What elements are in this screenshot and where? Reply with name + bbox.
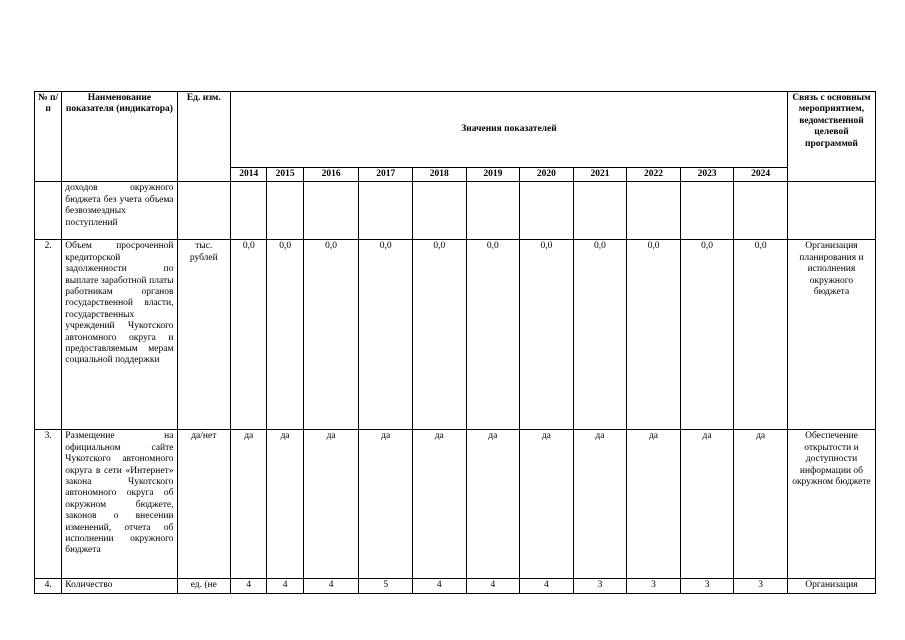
year-header: 2020	[520, 168, 574, 182]
row-value: да	[520, 430, 574, 579]
row-name: Объем просроченной кредиторской задолженности по выплате заработной платы работникам органов государственной власти, государственных учреждений Чукотского автономного округа и предоставляемым мерам социальной поддержки	[62, 240, 177, 430]
year-header: 2014	[231, 168, 267, 182]
year-header: 2017	[359, 168, 413, 182]
row-value: да	[231, 430, 267, 579]
year-header: 2015	[267, 168, 303, 182]
header-name: Наименование показателя (индикатора)	[62, 92, 177, 182]
row-unit: ед. (не	[177, 579, 231, 593]
row-value	[680, 182, 734, 240]
row-value: да	[267, 430, 303, 579]
row-num: 4.	[35, 579, 62, 593]
row-value: 0,0	[359, 240, 413, 430]
row-value: 0,0	[412, 240, 466, 430]
row-value: 3	[680, 579, 734, 593]
row-name: Размещение на официальном сайте Чукотского автономного округа в сети «Интернет» закона Чукотского автономного округа об окружном бюджете, законов о внесении изменений, отчета об исполнении окружного бюджета	[62, 430, 177, 579]
year-header: 2023	[680, 168, 734, 182]
row-value: да	[359, 430, 413, 579]
row-value: 0,0	[520, 240, 574, 430]
row-value: 4	[412, 579, 466, 593]
year-header: 2019	[466, 168, 520, 182]
row-num: 2.	[35, 240, 62, 430]
year-header: 2024	[734, 168, 788, 182]
row-value	[303, 182, 359, 240]
row-value: 3	[627, 579, 681, 593]
row-unit: тыс. рублей	[177, 240, 231, 430]
row-value	[520, 182, 574, 240]
row-link: Организация	[787, 579, 875, 593]
year-header: 2016	[303, 168, 359, 182]
year-header: 2022	[627, 168, 681, 182]
row-value: 0,0	[267, 240, 303, 430]
row-value: да	[412, 430, 466, 579]
row-value: 0,0	[627, 240, 681, 430]
row-unit: да/нет	[177, 430, 231, 579]
indicators-table	[34, 91, 876, 594]
row-value: 5	[359, 579, 413, 593]
header-num: № п/п	[35, 92, 62, 182]
row-value: 4	[231, 579, 267, 593]
row-value: да	[573, 430, 627, 579]
row-value: 0,0	[734, 240, 788, 430]
table-row	[35, 240, 876, 430]
row-value: да	[303, 430, 359, 579]
row-value	[231, 182, 267, 240]
table-row	[35, 182, 876, 240]
row-value: 0,0	[231, 240, 267, 430]
row-unit	[177, 182, 231, 240]
table-row	[35, 579, 876, 593]
row-value: да	[627, 430, 681, 579]
header-link: Связь с основным мероприятием, ведомственной целевой программой	[787, 92, 875, 182]
row-link: Организация планирования и исполнения окружного бюджета	[787, 240, 875, 430]
row-name: Количество	[62, 579, 177, 593]
row-link: Обеспечение открытости и доступности информации об окружном бюджете	[787, 430, 875, 579]
row-value: 4	[520, 579, 574, 593]
year-header: 2018	[412, 168, 466, 182]
row-value: да	[680, 430, 734, 579]
row-value: да	[466, 430, 520, 579]
row-value: 4	[303, 579, 359, 593]
year-header: 2021	[573, 168, 627, 182]
table-row	[35, 430, 876, 579]
row-value	[466, 182, 520, 240]
row-value: 0,0	[466, 240, 520, 430]
header-values: Значения показателей	[231, 92, 788, 168]
row-link	[787, 182, 875, 240]
row-value: 3	[573, 579, 627, 593]
row-value	[359, 182, 413, 240]
row-num	[35, 182, 62, 240]
row-value	[734, 182, 788, 240]
row-value: 3	[734, 579, 788, 593]
header-row	[35, 92, 876, 168]
row-value: 0,0	[573, 240, 627, 430]
row-value: 0,0	[680, 240, 734, 430]
row-name: доходов окружного бюджета без учета объема безвозмездных поступлений	[62, 182, 177, 240]
row-value	[267, 182, 303, 240]
row-value	[627, 182, 681, 240]
row-value	[412, 182, 466, 240]
row-value: 4	[267, 579, 303, 593]
row-value: 0,0	[303, 240, 359, 430]
row-num: 3.	[35, 430, 62, 579]
row-value: 4	[466, 579, 520, 593]
header-unit: Ед. изм.	[177, 92, 231, 182]
row-value: да	[734, 430, 788, 579]
row-value	[573, 182, 627, 240]
